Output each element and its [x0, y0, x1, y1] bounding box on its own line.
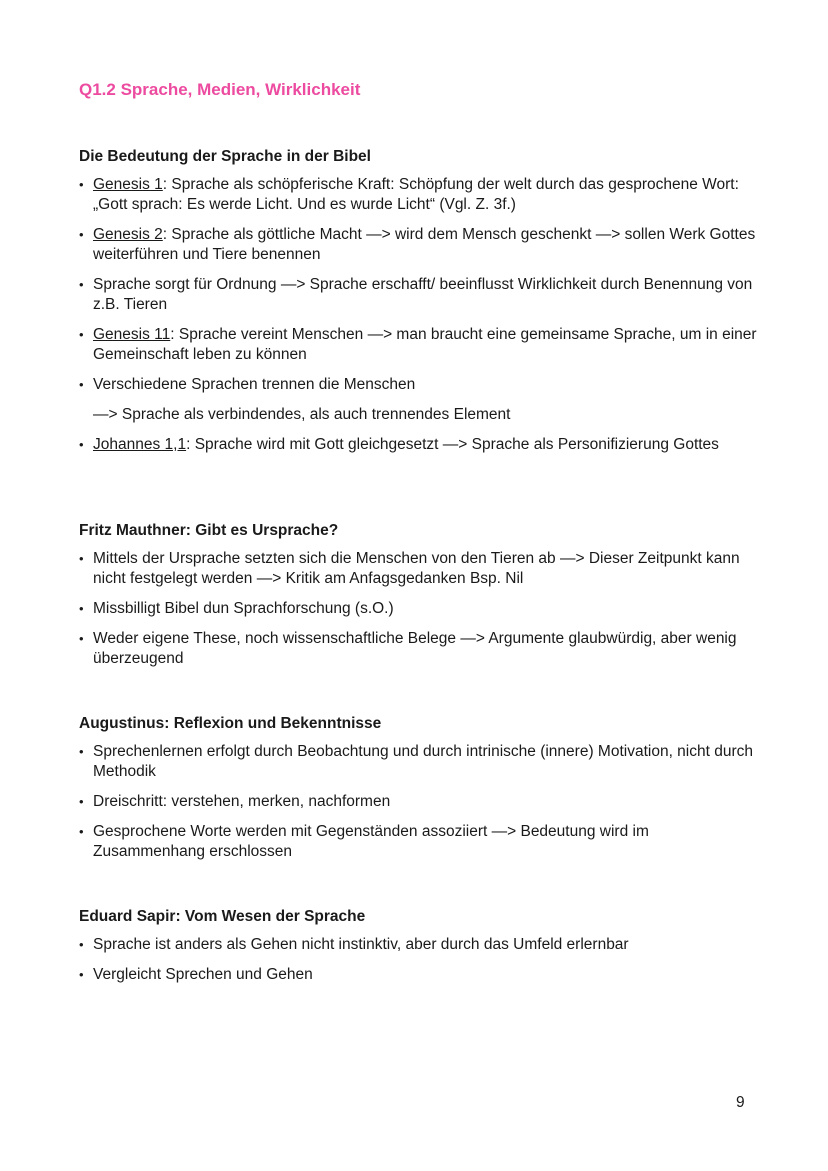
list-item-text: Gesprochene Worte werden mit Gegenständen assoziiert —> Bedeutung wird im Zusammenhang erschlossen	[93, 823, 649, 860]
list-item-text: : Sprache als göttliche Macht —> wird dem Mensch geschenkt —> sollen Werk Gottes weiterführen und Tiere benennen	[93, 226, 756, 263]
list-item	[79, 275, 759, 315]
section-heading: Eduard Sapir: Vom Wesen der Sprache	[79, 908, 366, 925]
reference-link: Johannes 1,1	[93, 436, 187, 453]
list-item	[79, 742, 759, 782]
list-item	[79, 225, 759, 265]
list-item-text: Dreischritt: verstehen, merken, nachformen	[93, 793, 391, 810]
list-item-text: —> Sprache als verbindendes, als auch trennendes Element	[93, 406, 511, 423]
list-item	[79, 965, 759, 985]
section-heading: Die Bedeutung der Sprache in der Bibel	[79, 148, 371, 165]
section-sapir	[79, 907, 759, 995]
list-item-text: : Sprache wird mit Gott gleichgesetzt —> Sprache als Personifizierung Gottes	[186, 436, 719, 453]
list-item-text: Mittels der Ursprache setzten sich die Menschen von den Tieren ab —> Dieser Zeitpunkt kann nicht festgelegt werden —> Kritik am Anfagsgedanken Bsp. Nil	[93, 550, 740, 587]
section-bible	[79, 147, 759, 465]
list-item-text: : Sprache vereint Menschen —> man braucht eine gemeinsame Sprache, um in einer Gemeinschaft leben zu können	[93, 326, 757, 363]
list-item-text: Sprache sorgt für Ordnung —> Sprache erschafft/ beeinflusst Wirklichkeit durch Benennung von z.B. Tieren	[93, 276, 753, 313]
list-item	[79, 599, 759, 619]
list-item-text: Weder eigene These, noch wissenschaftliche Belege —> Argumente glaubwürdig, aber wenig überzeugend	[93, 630, 737, 667]
list-item-text: : Sprache als schöpferische Kraft: Schöpfung der welt durch das gesprochene Wort: „Gott sprach: Es werde Licht. Und es wurde Licht“ (Vgl. Z. 3f.)	[93, 176, 739, 213]
list-item-text: Vergleicht Sprechen und Gehen	[93, 966, 313, 983]
list-item	[79, 375, 759, 395]
list-item	[79, 549, 759, 589]
list-item	[79, 175, 759, 215]
list-item	[79, 435, 759, 455]
list-item-text: Sprechenlernen erfolgt durch Beobachtung und durch intrinische (innere) Motivation, nicht durch Methodik	[93, 743, 753, 780]
list-item	[79, 935, 759, 955]
list-item	[79, 325, 759, 365]
page-number: 9	[736, 1094, 745, 1111]
reference-link: Genesis 2	[93, 226, 163, 243]
section-heading: Augustinus: Reflexion und Bekenntnisse	[79, 715, 382, 732]
page-title: Q1.2 Sprache, Medien, Wirklichkeit	[79, 80, 361, 99]
list-item	[79, 792, 759, 812]
section-augustinus	[79, 714, 759, 872]
bullet-list	[79, 175, 759, 455]
reference-link: Genesis 11	[93, 326, 171, 343]
bullet-list	[79, 742, 759, 862]
reference-link: Genesis 1	[93, 176, 163, 193]
list-item-text: Sprache ist anders als Gehen nicht instinktiv, aber durch das Umfeld erlernbar	[93, 936, 629, 953]
section-mauthner	[79, 521, 759, 679]
list-item-text: Verschiedene Sprachen trennen die Menschen	[93, 376, 416, 393]
bullet-list	[79, 549, 759, 669]
list-item-continuation	[79, 405, 759, 425]
list-item-text: Missbilligt Bibel dun Sprachforschung (s.O.)	[93, 600, 394, 617]
bullet-list	[79, 935, 759, 985]
list-item	[79, 822, 759, 862]
section-heading: Fritz Mauthner: Gibt es Ursprache?	[79, 522, 339, 539]
list-item	[79, 629, 759, 669]
